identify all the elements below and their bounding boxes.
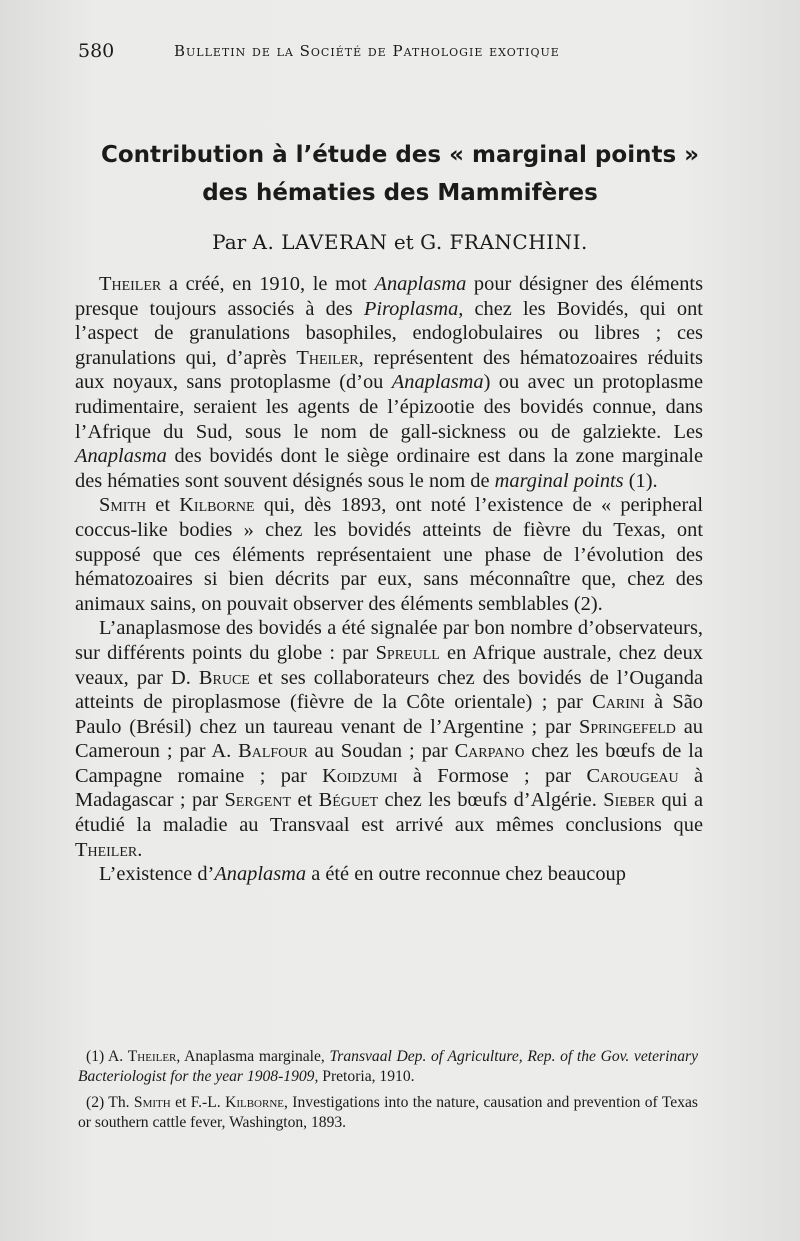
- text-run: a créé, en 1910, le mot: [161, 273, 375, 295]
- authors-and: et: [393, 230, 414, 254]
- text-run: Transvaal Dep. of Agriculture, Rep. of the Gov. veterinary Bacteriologist for the year 1908-1909,: [78, 1048, 699, 1085]
- text-run: chez les Bovidés, qui ont l’aspect de granulations basophiles, endoglobulaires ou libres ; ces granulations qui, d’après: [75, 297, 703, 369]
- text-run: Spreull: [375, 641, 440, 664]
- text-run: Carougeau: [586, 764, 679, 787]
- text-run: Smith: [133, 1094, 171, 1111]
- footnote-1: [78, 1047, 698, 1087]
- text-run: Pretoria, 1910.: [318, 1068, 415, 1085]
- text-run: Carpano: [454, 740, 525, 763]
- text-run: Sieber: [603, 789, 656, 812]
- text-run: chez les bœufs de la Campagne romaine ; par: [75, 740, 703, 787]
- text-run: à Madagascar ; par: [75, 764, 703, 812]
- article-body: [75, 272, 703, 887]
- authors-prefix: Par: [212, 230, 247, 254]
- footnotes: [78, 1047, 698, 1139]
- text-run: Theiler: [75, 838, 138, 861]
- paragraph-1: [75, 272, 703, 493]
- title-line-1: Contribution à l’étude des « marginal points »: [100, 142, 700, 168]
- text-run: Béguet: [318, 789, 379, 812]
- text-run: Anaplasma: [214, 863, 307, 886]
- text-run: ) ou avec un protoplasme rudimentaire, seraient les agents de l’épizootie des bovidés connue, dans l’Afrique du Sud, sous le nom de gall-sickness ou de galziekte. Les: [75, 371, 703, 443]
- text-run: , représentent des hématozoaires réduits aux noyaux, sans protoplasme (d’ou: [75, 346, 703, 394]
- text-run: .: [137, 838, 143, 861]
- title-line-2: des hématies des Mammifères: [202, 180, 598, 206]
- text-run: L’anaplasmose des bovidés a été signalée par bon nombre d’observateurs, sur différents points du globe : par: [75, 617, 703, 664]
- text-run: au Soudan ; par: [307, 740, 455, 763]
- author-franchini: G. FRANCHINI.: [420, 230, 588, 254]
- author-laveran: A. LAVERAN: [252, 230, 388, 254]
- text-run: à São Paulo (Brésil) chez un taureau venant de l’Argentine ; par: [75, 691, 703, 738]
- text-run: au Cameroun ; par A.: [75, 715, 703, 763]
- text-run: Anaplasma: [75, 445, 167, 468]
- text-run: L’existence d’: [99, 863, 215, 886]
- text-run: Anaplasma: [391, 371, 484, 394]
- text-run: (1).: [623, 469, 658, 492]
- text-run: et: [146, 494, 180, 517]
- text-run: et F.-L.: [170, 1094, 226, 1111]
- paragraph-2: [75, 493, 703, 616]
- text-run: Smith: [99, 494, 147, 517]
- text-run: pour désigner des éléments presque toujours associés à des: [75, 273, 704, 320]
- paragraph-3: [75, 616, 703, 862]
- paragraph-4: [75, 862, 703, 887]
- text-run: , Investigations into the nature, causation and prevention of Texas or southern cattle fever, Washington, 1893.: [78, 1094, 698, 1131]
- text-run: Balfour: [238, 740, 308, 763]
- page-number: 580: [78, 40, 115, 62]
- authors-line: [60, 230, 740, 254]
- text-run: (2) Th.: [86, 1094, 134, 1111]
- text-run: qui, dès 1893, ont noté l’existence de « peripheral coccus-like bodies » chez les bovidés atteints de fièvre du Texas, ont supposé que ces éléments représentaient une phase de l’évolution des hématozoaires si bien décrits par eux, sans méconnaître que, chez des animaux sains, on pouvait observer des éléments semblables (2).: [75, 494, 703, 615]
- text-run: Springefeld: [578, 715, 676, 738]
- text-run: marginal points: [494, 469, 624, 492]
- text-run: Theiler: [296, 346, 359, 369]
- text-run: à Formose ; par: [397, 764, 587, 787]
- text-run: a été en outre reconnue chez beaucoup: [306, 863, 626, 886]
- text-run: et ses collaborateurs chez des bovidés de l’Ouganda atteints de piroplasmose (fièvre de la Côte orientale) ; par: [75, 666, 703, 714]
- text-run: qui a étudié la maladie au Transvaal est arrivé aux mêmes conclusions que: [75, 789, 703, 837]
- text-run: Anaplasma: [374, 273, 467, 295]
- text-run: Carini: [592, 691, 645, 714]
- text-run: en Afrique australe, chez deux veaux, par D.: [75, 641, 703, 689]
- text-run: Kilborne: [179, 494, 255, 517]
- text-run: Theiler: [99, 273, 162, 295]
- text-run: Theiler: [127, 1048, 177, 1065]
- text-run: chez les bœufs d’Algérie.: [378, 789, 604, 812]
- text-run: et: [291, 789, 319, 812]
- page-header: [78, 40, 638, 70]
- text-run: Bruce: [198, 666, 250, 689]
- text-run: des bovidés dont le siège ordinaire est dans la zone marginale des hématies sont souvent désignés sous le nom de: [75, 445, 703, 492]
- running-title: Bulletin de la Société de Pathologie exotique: [174, 42, 560, 60]
- footnote-2: [78, 1093, 698, 1133]
- text-run: Piroplasma,: [363, 297, 464, 320]
- article-title: [60, 136, 740, 212]
- text-run: Sergent: [224, 789, 292, 812]
- text-run: , Anaplasma marginale,: [176, 1048, 330, 1065]
- text-run: Kilborne: [225, 1094, 284, 1111]
- text-run: Koidzumi: [322, 764, 398, 787]
- text-run: (1) A.: [86, 1048, 128, 1065]
